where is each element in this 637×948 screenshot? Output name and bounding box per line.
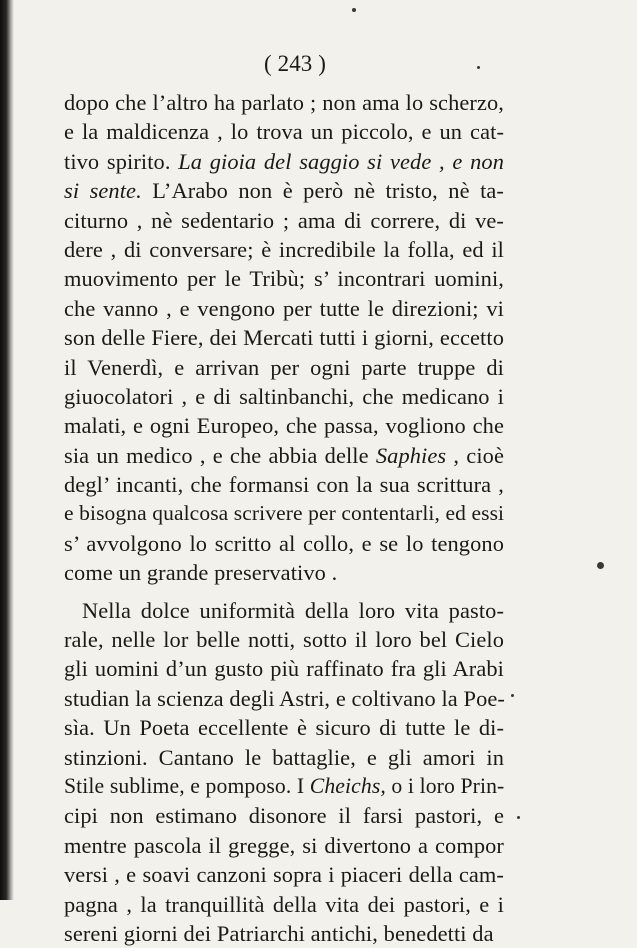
text-line: giuocolatori , e di saltinbanchi, che medicano i bbox=[64, 383, 504, 409]
text-span: tivo spirito. bbox=[64, 148, 179, 174]
italic-text: si sente. bbox=[64, 178, 142, 204]
text-line: stinzioni. Cantano le battaglie, e gli amori in bbox=[64, 744, 504, 770]
text-line: s’ avvolgono lo scritto al collo, e se lo tengono bbox=[64, 530, 504, 556]
page-edge-shadow bbox=[0, 0, 14, 900]
text-span: Stile sublime, e pomposo. I bbox=[64, 773, 310, 798]
text-line: e bisogna qualcosa scrivere per contentarli, ed essi bbox=[64, 501, 505, 526]
text-line: citurno , nè sedentario ; ama di correre, di ve- bbox=[64, 207, 504, 233]
page-body bbox=[64, 88, 504, 948]
italic-text: La gioia del saggio si vede , e non bbox=[178, 148, 505, 174]
text-line: degl’ incanti, che formansi con la sua scrittura , bbox=[64, 472, 504, 498]
text-line: e la maldicenza , lo trova un piccolo, e un cat- bbox=[64, 119, 504, 145]
text-span: o i loro Prin- bbox=[385, 773, 505, 798]
text-line: muovimento per le Tribù; s’ incontrari uomini, bbox=[64, 266, 504, 292]
text-line: mentre pascola il gregge, si divertono a compor bbox=[64, 832, 504, 858]
italic-text: Cheichs, bbox=[309, 773, 386, 798]
text-line: sereni giorni dei Patriarchi antichi, benedetti da bbox=[64, 920, 494, 946]
text-line bbox=[64, 441, 504, 470]
text-line: dopo che l’altro ha parlato ; non ama lo scherzo, bbox=[64, 90, 504, 115]
text-line: rale, nelle lor belle notti, sotto il loro bel Cielo bbox=[64, 627, 504, 653]
text-line: gli uomini d’un gusto più raffinato fra gli Arabi bbox=[64, 656, 504, 682]
paragraph bbox=[64, 596, 504, 948]
text-line: versi , e soavi canzoni sopra i piaceri della cam- bbox=[64, 862, 504, 888]
text-line: malati, e ogni Europeo, che passa, vogliono che bbox=[64, 413, 504, 439]
text-line: che vanno , e vengono per tutte le direzioni; vi bbox=[64, 295, 504, 321]
text-line bbox=[64, 772, 504, 801]
paragraph bbox=[64, 88, 504, 588]
book-page bbox=[64, 44, 504, 948]
ink-speck bbox=[597, 562, 604, 569]
text-line: dere , di conversare; è incredibile la folla, ed il bbox=[64, 236, 504, 262]
text-line: sìa. Un Poeta eccellente è sicuro di tutte le di- bbox=[64, 715, 504, 741]
text-line: il Venerdì, e arrivan per ogni parte truppe di bbox=[64, 354, 504, 380]
page-number: ( 243 ) bbox=[263, 51, 327, 76]
text-span: sia un medico , e che abbia delle bbox=[64, 442, 376, 468]
text-span: L’Arabo non è però nè tristo, nè ta- bbox=[141, 178, 504, 204]
text-line: studian la scienza degli Astri, e coltivano la Poe- bbox=[64, 685, 505, 711]
text-line: cipi non estimano disonore il farsi pastori, e bbox=[64, 803, 504, 829]
text-line: son delle Fiere, dei Mercati tutti i giorni, eccetto bbox=[64, 325, 504, 351]
text-line: come un grande preservativo . bbox=[64, 560, 338, 586]
text-line bbox=[64, 147, 504, 176]
text-line bbox=[64, 176, 504, 205]
ink-speck bbox=[511, 694, 514, 697]
ink-speck bbox=[517, 816, 520, 819]
text-line: Nella dolce uniformità della loro vita pasto- bbox=[82, 597, 504, 623]
ink-speck bbox=[352, 8, 356, 12]
text-line: pagna , la tranquillità della vita dei pastori, e i bbox=[64, 891, 504, 917]
text-span: , cioè bbox=[446, 442, 504, 468]
italic-text: Saphies bbox=[375, 442, 447, 468]
